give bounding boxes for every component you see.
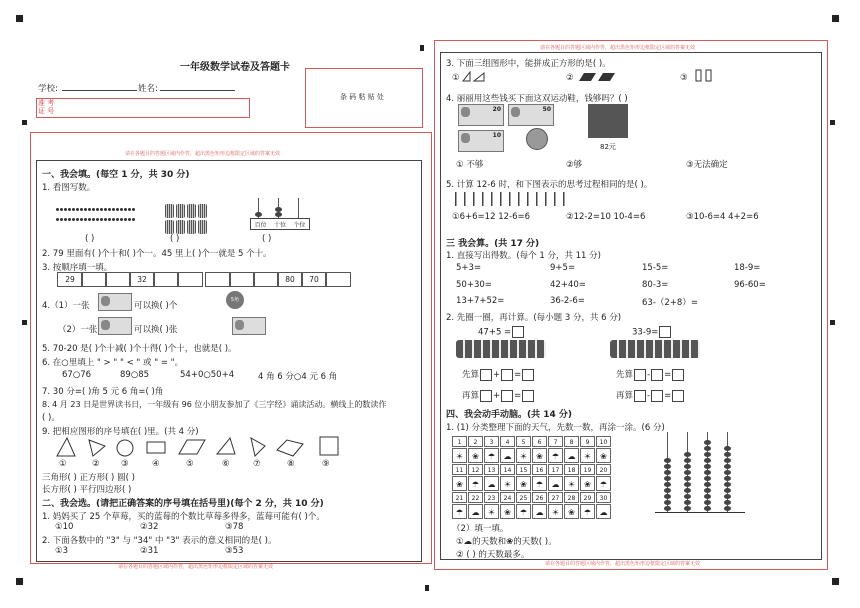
answer-box[interactable] [501, 390, 513, 402]
shape-label: ⑤ [186, 459, 194, 469]
answer-box[interactable] [672, 369, 684, 381]
r-q3-option[interactable]: ① [452, 73, 460, 83]
q8-text: 8. 4 月 23 日是世界读书日，一年级有 96 位小朋友参加了《三字经》诵读活动。横线上的数读作 [42, 400, 387, 409]
stick-bundle [165, 204, 174, 218]
section-1-heading: 一、我会填。(每空 1 分，共 30 分) [42, 170, 190, 180]
answer-box[interactable] [634, 390, 646, 402]
q7-text: 7. 30 分=( )角 5 元 6 角=( )角 [42, 387, 164, 397]
calc-item[interactable]: 15-5= [642, 263, 669, 273]
banknote-image [98, 293, 132, 311]
name-field[interactable] [160, 80, 235, 91]
q3-option-shapes [578, 71, 618, 83]
r-q5-option[interactable]: ①6+6=12 12-6=6 [452, 212, 531, 222]
then-calc-label: 再算 [462, 391, 480, 401]
q3-text: 3. 按顺序填一填。 [42, 263, 113, 273]
sequence-cell[interactable]: 29 [57, 272, 83, 287]
r-q5-option[interactable]: ③10-6=4 4+2=6 [686, 212, 759, 222]
shape-circle [117, 440, 133, 456]
coin-image: 5角 [226, 291, 244, 309]
admission-number-box[interactable] [36, 98, 250, 118]
day-number-cell: 29 [580, 492, 595, 503]
q9-answer-line[interactable]: 三角形( ) 正方形( ) 圆( ) [42, 473, 135, 483]
calc-instruction: 1. 直接写出得数。(每个 1 分，共 11 分) [446, 251, 601, 261]
abacus-label: 百位 [254, 221, 267, 229]
abacus-label: 个位 [293, 221, 306, 229]
q9-text: 9. 把相应图形的序号填在( )里。(共 4 分) [42, 427, 199, 437]
day-number-cell: 20 [596, 464, 611, 475]
weather-icon: ☁ [500, 448, 515, 463]
weather-icon: ❀ [564, 504, 579, 519]
weather-icon: ☀ [500, 476, 515, 491]
bead[interactable] [724, 494, 731, 499]
weather-grid [452, 436, 617, 520]
r-q5-text: 5. 计算 12-6 时，和下图表示的思考过程相同的是( )。 [446, 180, 653, 190]
bead[interactable] [684, 506, 691, 511]
shape-label: ⑧ [287, 459, 295, 469]
sequence-cell[interactable] [325, 272, 351, 287]
weather-icon: ☁ [532, 504, 547, 519]
day-number-cell: 5 [516, 436, 531, 447]
weather-icon: ❀ [452, 476, 467, 491]
abacus-picture [250, 198, 310, 232]
bead[interactable] [704, 452, 711, 457]
weather-icon: ☂ [468, 476, 483, 491]
answer-box[interactable] [512, 326, 524, 338]
weather-icon: ❀ [532, 448, 547, 463]
weather-icon: ☂ [516, 504, 531, 519]
weather-icon: ☀ [580, 448, 595, 463]
day-number-cell: 26 [532, 492, 547, 503]
school-field[interactable] [62, 80, 137, 91]
bead-columns [655, 432, 755, 518]
stick-bundle [187, 204, 196, 218]
answer-box[interactable] [522, 390, 534, 402]
section-4-heading: 四、我会动手动脑。(共 14 分) [446, 410, 573, 420]
weather-icon: ☂ [532, 476, 547, 491]
weather-icon: ☂ [484, 448, 499, 463]
banknote-image: 10 [458, 130, 504, 152]
q8-blank[interactable]: ( )。 [42, 413, 60, 423]
weather-icon: ☂ [548, 448, 563, 463]
day-number-cell: 30 [596, 492, 611, 503]
registration-mark [832, 15, 839, 22]
weather-icon: ☁ [484, 476, 499, 491]
notice-text: 请在各题目的答题区域内作答，超出黑色矩形边框限定区域的答案无效 [545, 561, 701, 567]
q6-text: 6. 在○里填上 " > " " < " 或 " = "。 [42, 358, 184, 368]
bead[interactable] [724, 470, 731, 475]
day-number-cell: 3 [484, 436, 499, 447]
q1-text: 1. 看图写数。 [42, 183, 96, 193]
sticks-picture [455, 192, 565, 206]
weather-icon: ☂ [580, 504, 595, 519]
shape-triangle [57, 438, 75, 456]
bead[interactable] [664, 482, 671, 487]
shape-label: ⑨ [322, 459, 330, 469]
day-number-cell: 2 [468, 436, 483, 447]
s2q2-option[interactable]: ①3 [55, 546, 69, 556]
q4a-text: 可以换( )个 [134, 301, 178, 311]
bead[interactable] [684, 500, 691, 505]
banknote-image [98, 317, 132, 335]
day-number-cell: 19 [580, 464, 595, 475]
day-number-cell: 1 [452, 436, 467, 447]
bead[interactable] [704, 446, 711, 451]
s2q2-text: 2. 下面各数中的 "3" 与 "34" 中 "3" 表示的意义相同的是( )。 [42, 536, 277, 546]
stick-bundle [165, 220, 174, 234]
registration-mark [420, 45, 424, 51]
shape-label: ② [92, 459, 100, 469]
weather-icon: ☁ [468, 504, 483, 519]
notice-text: 请在各题目的答题区域内作答，超出黑色矩形边框限定区域的答案无效 [540, 45, 696, 51]
equation-text: 47+5 = [478, 327, 512, 338]
weather-icon: ❀ [516, 476, 531, 491]
first-calc-label: 先算 [616, 370, 634, 380]
calc-item[interactable]: 5+3= [456, 263, 482, 273]
bead[interactable] [704, 506, 711, 511]
shape-label: ① [59, 459, 67, 469]
bead[interactable] [684, 470, 691, 475]
weather-fill-heading: （2）填一填。 [452, 524, 509, 534]
shape-label: ④ [152, 459, 160, 469]
day-number-cell: 21 [452, 492, 467, 503]
weather-icon: ☁ [548, 476, 563, 491]
registration-mark [425, 585, 429, 591]
calc-item[interactable]: 42+40= [550, 280, 586, 290]
barcode-label: 条 码 粘 贴 处 [340, 93, 384, 101]
sequence-cell[interactable] [177, 272, 203, 287]
day-number-cell: 8 [564, 436, 579, 447]
shoe-image [588, 104, 628, 138]
shape-parallelogram [179, 440, 205, 454]
calc-item[interactable]: 50+30= [456, 280, 492, 290]
bead[interactable] [684, 488, 691, 493]
r-q3-option[interactable]: ③ [680, 73, 688, 83]
weather-icon: ☀ [452, 448, 467, 463]
page-title: 一年级数学试卷及答题卡 [180, 62, 290, 73]
s2q1-option[interactable]: ②32 [140, 522, 159, 532]
dots-picture [55, 204, 135, 224]
answer-box[interactable] [480, 369, 492, 381]
section-3-heading: 三 我会算。(共 17 分) [446, 239, 540, 249]
answer-box[interactable] [651, 390, 663, 402]
day-number-cell: 23 [484, 492, 499, 503]
bead[interactable] [704, 494, 711, 499]
circle-calc-a [478, 326, 525, 338]
bead[interactable] [684, 482, 691, 487]
notice-text: 请在各题目的答题区域内作答，超出黑色矩形边框限定区域的答案无效 [125, 151, 281, 157]
circle-calc-b [632, 326, 672, 338]
weather-icon: ☂ [596, 476, 611, 491]
sequence-cell[interactable] [205, 272, 231, 287]
s2q1-text: 1. 妈妈买了 25 个草莓，买的蓝莓的个数比草莓多得多，蓝莓可能有( )个。 [42, 512, 325, 522]
weather-icon: ❀ [468, 448, 483, 463]
sequence-cell[interactable]: 32 [129, 272, 155, 287]
day-number-cell: 27 [548, 492, 563, 503]
bead[interactable] [704, 482, 711, 487]
calc-item[interactable]: 80-3= [642, 280, 669, 290]
day-number-cell: 6 [532, 436, 547, 447]
shape-square [320, 437, 338, 455]
first-calc-row: 先算 - = [616, 368, 685, 381]
q3-option-shapes [694, 68, 718, 82]
abacus-label: 十位 [273, 221, 286, 229]
r-q4-option[interactable]: ③无法确定 [686, 160, 728, 170]
stick-bundle [198, 204, 207, 218]
bead[interactable] [664, 458, 671, 463]
bead[interactable] [684, 452, 691, 457]
day-number-cell: 24 [500, 492, 515, 503]
bead[interactable] [664, 476, 671, 481]
bead[interactable] [664, 464, 671, 469]
q1-blank[interactable]: ( ) [170, 234, 180, 244]
r-q4-text: 4. 丽丽用这些钱买下面这双运动鞋，钱够吗？( ) [446, 94, 628, 104]
weather-fill-line[interactable]: ② ( ) 的天数最多。 [456, 550, 530, 560]
answer-box[interactable] [651, 369, 663, 381]
bead[interactable] [724, 476, 731, 481]
bead[interactable] [724, 506, 731, 511]
calc-item[interactable]: 63-（2+8）= [642, 298, 698, 308]
r-q5-option[interactable]: ②12-2=10 10-4=6 [566, 212, 646, 222]
day-number-cell: 18 [564, 464, 579, 475]
bead[interactable] [704, 440, 711, 445]
shape-label: ⑥ [222, 459, 230, 469]
sequence-cell[interactable] [253, 272, 279, 287]
registration-mark [22, 120, 27, 125]
weather-fill-line[interactable]: ①☁的天数和❀的天数( )。 [456, 537, 557, 547]
day-number-cell: 22 [468, 492, 483, 503]
day-number-cell: 25 [516, 492, 531, 503]
calc-item[interactable]: 36-2-6= [550, 296, 585, 306]
q6-item[interactable]: 67○76 [62, 370, 92, 380]
calc-item[interactable]: 18-9= [734, 263, 761, 273]
bead[interactable] [664, 500, 671, 505]
stick-bundle [176, 220, 185, 234]
bead[interactable] [704, 464, 711, 469]
name-label: 姓名: [138, 84, 158, 94]
weather-icon: ❀ [580, 476, 595, 491]
day-number-cell: 15 [516, 464, 531, 475]
coin-image [526, 128, 548, 150]
stick-bundle [187, 220, 196, 234]
registration-mark [830, 120, 835, 125]
day-number-cell: 7 [548, 436, 563, 447]
day-number-cell: 14 [500, 464, 515, 475]
q9-answer-line[interactable]: 长方形( ) 平行四边形( ) [42, 485, 132, 495]
bead[interactable] [724, 482, 731, 487]
bead[interactable] [704, 458, 711, 463]
shape-rectangle [147, 442, 165, 453]
q4a-text: 4.（1）一张 [42, 301, 90, 311]
shape-label: ⑦ [253, 459, 261, 469]
then-calc-row: 再算 - = [616, 389, 685, 402]
admission-label: 准 考 证 号 [38, 99, 55, 115]
bead[interactable] [684, 464, 691, 469]
day-number-cell: 17 [548, 464, 563, 475]
weather-icon: ☂ [452, 504, 467, 519]
q2-text: 2. 79 里面有( )个十和( )个一。45 里上( )个一就是 5 个十。 [42, 249, 272, 259]
banknote-image [232, 317, 266, 335]
bead[interactable] [704, 476, 711, 481]
sequence-cell[interactable]: 80 [277, 272, 303, 287]
bead[interactable] [684, 476, 691, 481]
banknote-image: 50 [508, 104, 554, 126]
q5-text: 5. 70-20 是( )个十减( )个十得( )个十，也就是( )。 [42, 344, 237, 354]
calc-item[interactable]: 96-60= [734, 280, 766, 290]
sequence-cell[interactable] [105, 272, 131, 287]
bead[interactable] [664, 506, 671, 511]
sequence-cell[interactable] [229, 272, 255, 287]
day-number-cell: 4 [500, 436, 515, 447]
shape-triangle [251, 438, 265, 456]
q6-item[interactable]: 89○85 [120, 370, 150, 380]
shape-parallelogram [277, 440, 303, 456]
answer-box[interactable] [501, 369, 513, 381]
shape-triangle [217, 438, 235, 454]
bead[interactable] [684, 494, 691, 499]
day-number-cell: 10 [596, 436, 611, 447]
weather-icon: ❀ [500, 504, 515, 519]
registration-mark [16, 15, 23, 22]
bead[interactable] [704, 488, 711, 493]
day-number-cell: 9 [580, 436, 595, 447]
q4b-text: （2）一张 [58, 325, 98, 335]
weather-icon: ☁ [596, 504, 611, 519]
bead[interactable] [724, 464, 731, 469]
q1-blank[interactable]: ( ) [262, 234, 272, 244]
stick-bundle [198, 220, 207, 234]
banknote-image: 20 [458, 104, 504, 126]
shape-label: ③ [121, 459, 129, 469]
bead[interactable] [664, 488, 671, 493]
answer-box[interactable] [480, 390, 492, 402]
weather-icon: ☀ [564, 476, 579, 491]
r-q4-option[interactable]: ②够 [566, 160, 583, 170]
answer-box[interactable] [634, 369, 646, 381]
stick-bundles-a [456, 340, 546, 358]
weather-icon: ☀ [548, 504, 563, 519]
weather-instruction: 1. (1) 分类整理下面的天气，先数一数，再涂一涂。(6 分) [446, 423, 665, 433]
sequence-cell[interactable] [153, 272, 179, 287]
first-calc-label: 先算 [462, 370, 480, 380]
registration-mark [22, 320, 27, 325]
r-q4-option[interactable]: ① 不够 [456, 160, 484, 170]
q6-item[interactable]: 54+0○50+4 [180, 370, 235, 380]
bead[interactable] [724, 488, 731, 493]
answer-box[interactable] [659, 326, 671, 338]
r-q3-option[interactable]: ② [566, 73, 574, 83]
calc-item[interactable]: 13+7+52= [456, 296, 505, 306]
sequence-cell[interactable]: 70 [301, 272, 327, 287]
then-calc-row: 再算 + = [462, 389, 535, 402]
day-number-cell: 13 [484, 464, 499, 475]
stick-bundles-b [610, 340, 700, 358]
first-calc-row: 先算 + = [462, 368, 535, 381]
q1-blank[interactable]: ( ) [85, 234, 95, 244]
s2q1-option[interactable]: ③78 [225, 522, 244, 532]
day-number-cell: 28 [564, 492, 579, 503]
bead[interactable] [724, 452, 731, 457]
s2q1-option[interactable]: ①10 [55, 522, 74, 532]
registration-mark [830, 320, 835, 325]
s2q2-option[interactable]: ③53 [225, 546, 244, 556]
weather-icon: ☀ [516, 448, 531, 463]
bead[interactable] [704, 470, 711, 475]
bead[interactable] [684, 458, 691, 463]
weather-icon: ☀ [484, 504, 499, 519]
bead[interactable] [724, 458, 731, 463]
then-calc-label: 再算 [616, 391, 634, 401]
q3-option-shapes [462, 71, 498, 83]
day-number-cell: 16 [532, 464, 547, 475]
school-label: 学校: [38, 84, 58, 94]
circle-calc-instruction: 2. 先圈一圈，再计算。(每小题 3 分，共 6 分) [446, 313, 622, 323]
bead[interactable] [724, 500, 731, 505]
answer-box[interactable] [672, 390, 684, 402]
q6-item[interactable]: 4 角 6 分○4 元 6 角 [258, 372, 338, 382]
sequence-cell[interactable] [81, 272, 107, 287]
equation-text: 33-9= [632, 327, 659, 338]
r-q3-text: 3. 下面三组图形中，能拼成正方形的是( )。 [446, 59, 611, 69]
day-number-cell: 11 [452, 464, 467, 475]
bead[interactable] [704, 500, 711, 505]
registration-mark [16, 578, 23, 585]
stick-bundle [176, 204, 185, 218]
bead[interactable] [724, 446, 731, 451]
bead[interactable] [664, 470, 671, 475]
section-2-heading: 二、我会选。(请把正确答案的序号填在括号里)(每个 2 分，共 10 分) [42, 499, 324, 509]
day-number-cell: 12 [468, 464, 483, 475]
shoe-price: 82元 [600, 143, 616, 151]
notice-text: 请在各题目的答题区域内作答，超出黑色矩形边框限定区域的答案无效 [118, 564, 274, 570]
bead[interactable] [664, 494, 671, 499]
shape-triangle [89, 440, 105, 456]
calc-item[interactable]: 9+5= [550, 263, 576, 273]
q4b-text: 可以换( )张 [134, 325, 178, 335]
answer-box[interactable] [522, 369, 534, 381]
weather-icon: ☁ [564, 448, 579, 463]
weather-icon: ❀ [596, 448, 611, 463]
s2q2-option[interactable]: ②31 [140, 546, 159, 556]
registration-mark [832, 578, 839, 585]
